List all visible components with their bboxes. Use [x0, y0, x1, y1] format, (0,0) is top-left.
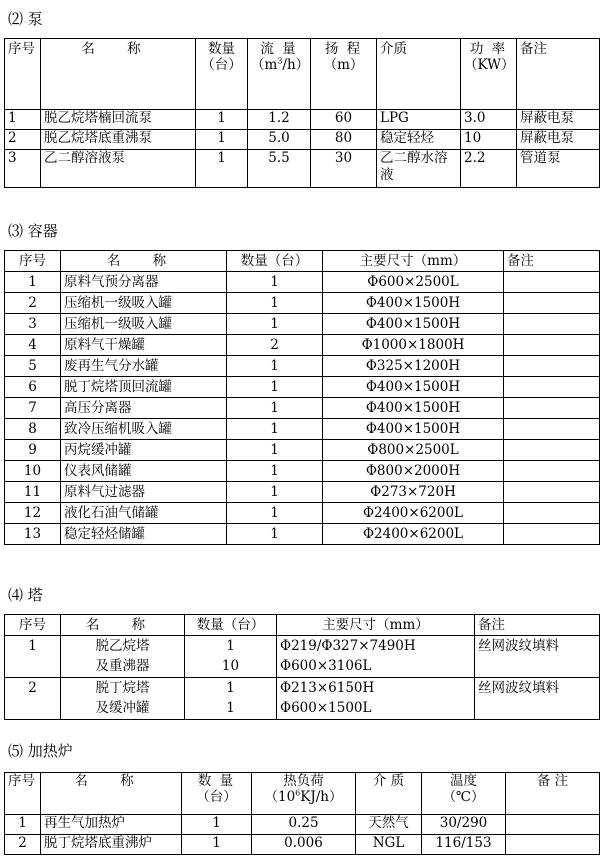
towers-table [4, 614, 600, 720]
table-row [5, 461, 600, 482]
vessels-cell-name: 稳定轻烃储罐 [61, 524, 227, 545]
vessels-cell-no: 10 [5, 461, 61, 482]
towers-header-size: 主要尺寸（mm） [277, 615, 475, 636]
heaters-header-temp-label: 温度 [450, 773, 477, 789]
vessels-cell-no: 9 [5, 440, 61, 461]
vessels-cell-size: Φ400×1500H [323, 293, 504, 314]
table-row [5, 503, 600, 524]
towers-cell-size [277, 636, 475, 678]
vessels-table [4, 250, 600, 545]
pumps-header-head [311, 39, 377, 110]
vessels-cell-remark [504, 503, 600, 524]
towers-cell-name-line1: 脱丁烷塔 [95, 680, 150, 696]
pumps-cell-power: 2.2 [461, 150, 517, 188]
heaters-cell-name: 再生气加热炉 [41, 815, 182, 835]
towers-header-qty: 数量（台） [185, 615, 277, 636]
pumps-header-flow-label: 流 量 [260, 41, 298, 57]
pumps-section-title: ⑵ 泵 [8, 10, 43, 28]
pumps-header-qty: 数量（台） [196, 39, 248, 110]
vessels-cell-no: 5 [5, 356, 61, 377]
vessels-cell-remark [504, 482, 600, 503]
vessels-cell-qty: 1 [227, 440, 323, 461]
vessels-cell-size: Φ2400×6200L [323, 524, 504, 545]
heaters-header-medium: 介 质 [356, 773, 422, 815]
vessels-cell-name: 原料气预分离器 [61, 272, 227, 293]
pumps-header-power [461, 39, 517, 110]
vessels-cell-no: 2 [5, 293, 61, 314]
pumps-header-row [5, 39, 600, 110]
vessels-cell-name: 压缩机一级吸入罐 [61, 314, 227, 335]
pumps-header-medium: 介质 [377, 39, 461, 110]
vessels-cell-size: Φ400×1500H [323, 419, 504, 440]
heaters-cell-duty: 0.006 [252, 835, 356, 855]
vessels-cell-qty: 1 [227, 272, 323, 293]
vessels-cell-qty: 1 [227, 377, 323, 398]
table-row [5, 524, 600, 545]
vessels-cell-size: Φ600×2500L [323, 272, 504, 293]
pumps-header-name: 名 称 [41, 39, 196, 110]
vessels-cell-remark [504, 356, 600, 377]
pumps-cell-name: 乙二醇溶液泵 [41, 150, 196, 188]
vessels-header-row [5, 251, 600, 272]
towers-cell-qty [185, 678, 277, 720]
heaters-header-temp-unit: （℃） [442, 789, 485, 805]
towers-header-no: 序号 [5, 615, 61, 636]
vessels-cell-no: 1 [5, 272, 61, 293]
vessels-cell-remark [504, 314, 600, 335]
heaters-cell-no: 2 [5, 835, 41, 855]
towers-cell-qty-line2: 10 [221, 658, 240, 674]
vessels-header-size: 主要尺寸（mm） [323, 251, 504, 272]
pumps-cell-qty: 1 [196, 150, 248, 188]
pumps-header-flow-unit [251, 56, 310, 73]
pumps-cell-medium: 稳定轻烃 [377, 130, 461, 150]
pumps-cell-medium: LPG [377, 110, 461, 130]
heaters-header-duty-unit [255, 789, 352, 805]
vessels-cell-qty: 1 [227, 314, 323, 335]
table-row [5, 482, 600, 503]
towers-cell-name-line1: 脱乙烷塔 [95, 638, 150, 654]
pumps-cell-flow: 5.0 [248, 130, 311, 150]
pumps-cell-power: 3.0 [461, 110, 517, 130]
vessels-cell-remark [504, 398, 600, 419]
heaters-header-duty-unit-post: KJ/h） [300, 789, 343, 805]
vessels-cell-no: 3 [5, 314, 61, 335]
heaters-header-duty [252, 773, 356, 815]
towers-cell-name [61, 636, 185, 678]
heaters-header-no: 序号 [5, 773, 41, 815]
pumps-header-no-text: 序号 [8, 41, 35, 57]
pumps-header-flow-unit-sup: 3 [277, 56, 283, 66]
vessels-cell-name: 致冷压缩机吸入罐 [61, 419, 227, 440]
pumps-cell-remark: 屏蔽电泵 [517, 130, 600, 150]
vessels-cell-remark [504, 524, 600, 545]
towers-cell-qty-line2: 1 [226, 700, 235, 716]
vessels-cell-qty: 1 [227, 503, 323, 524]
pumps-cell-flow: 5.5 [248, 150, 311, 188]
vessels-cell-no: 13 [5, 524, 61, 545]
vessels-header-no: 序号 [5, 251, 61, 272]
table-row [5, 419, 600, 440]
vessels-cell-no: 7 [5, 398, 61, 419]
towers-cell-qty [185, 636, 277, 678]
vessels-cell-qty: 1 [227, 356, 323, 377]
pumps-header-flow-unit-pre: （m [251, 57, 278, 73]
heaters-header-qty-label: 数 量 [197, 773, 236, 789]
pumps-header-flow [248, 39, 311, 110]
heaters-header-remark: 备 注 [506, 773, 600, 815]
vessels-cell-qty: 1 [227, 293, 323, 314]
heaters-cell-temp: 30/290 [422, 815, 506, 835]
table-row [5, 678, 600, 720]
heaters-cell-qty: 1 [182, 835, 252, 855]
vessels-cell-remark [504, 461, 600, 482]
vessels-cell-size: Φ400×1500H [323, 377, 504, 398]
pumps-cell-qty: 1 [196, 110, 248, 130]
pumps-cell-no: 2 [5, 130, 41, 150]
towers-cell-size-line1: Φ219/Φ327×7490H [280, 638, 416, 654]
pumps-cell-no: 3 [5, 150, 41, 188]
vessels-cell-no: 6 [5, 377, 61, 398]
table-row [5, 356, 600, 377]
pumps-cell-qty: 1 [196, 130, 248, 150]
vessels-cell-qty: 1 [227, 524, 323, 545]
pumps-cell-head: 80 [311, 130, 377, 150]
heaters-cell-duty: 0.25 [252, 815, 356, 835]
towers-cell-size-line2: Φ600×1500L [280, 700, 372, 716]
heaters-header-duty-unit-pre: （10 [264, 789, 296, 805]
vessels-cell-no: 12 [5, 503, 61, 524]
pumps-table [4, 38, 600, 188]
vessels-cell-size: Φ400×1500H [323, 314, 504, 335]
table-row [5, 440, 600, 461]
vessels-cell-size: Φ800×2500L [323, 440, 504, 461]
towers-header-row [5, 615, 600, 636]
table-row [5, 335, 600, 356]
vessels-cell-name: 原料气过滤器 [61, 482, 227, 503]
heaters-cell-remark [506, 815, 600, 835]
heaters-header-duty-label: 热负荷 [283, 773, 324, 789]
heaters-header-duty-unit-sup: 6 [295, 788, 301, 798]
towers-cell-name-line2: 及重沸器 [95, 658, 150, 674]
table-row [5, 377, 600, 398]
vessels-cell-name: 液化石油气储罐 [61, 503, 227, 524]
vessels-cell-name: 废再生气分水罐 [61, 356, 227, 377]
table-row [5, 398, 600, 419]
pumps-cell-head: 30 [311, 150, 377, 188]
vessels-cell-qty: 1 [227, 461, 323, 482]
heaters-header-qty [182, 773, 252, 815]
pumps-header-head-unit: （m） [323, 57, 364, 73]
towers-cell-no: 1 [5, 636, 61, 678]
towers-cell-name [61, 678, 185, 720]
towers-cell-remark: 丝网波纹填料 [475, 636, 600, 678]
table-row [5, 110, 600, 130]
table-row [5, 815, 600, 835]
vessels-cell-remark [504, 272, 600, 293]
vessels-cell-qty: 1 [227, 482, 323, 503]
heaters-cell-remark [506, 835, 600, 855]
pumps-cell-remark: 屏蔽电泵 [517, 110, 600, 130]
vessels-cell-remark [504, 440, 600, 461]
vessels-cell-name: 原料气干燥罐 [61, 335, 227, 356]
vessels-cell-name: 高压分离器 [61, 398, 227, 419]
pumps-cell-medium: 乙二醇水溶液 [377, 150, 461, 188]
pumps-header-power-label: 功 率 [469, 41, 508, 57]
table-row [5, 293, 600, 314]
vessels-cell-size: Φ1000×1800H [323, 335, 504, 356]
vessels-cell-qty: 1 [227, 398, 323, 419]
heaters-section-title: ⑸ 加热炉 [8, 742, 73, 760]
vessels-cell-size: Φ325×1200H [323, 356, 504, 377]
vessels-cell-qty: 2 [227, 335, 323, 356]
heaters-header-name: 名 称 [41, 773, 182, 815]
towers-cell-qty-line1: 1 [226, 638, 235, 654]
vessels-cell-remark [504, 293, 600, 314]
heaters-cell-medium: 天然气 [356, 815, 422, 835]
towers-cell-size-line1: Φ213×6150H [280, 680, 375, 696]
pumps-header-remark: 备注 [517, 39, 600, 110]
vessels-cell-remark [504, 377, 600, 398]
table-row [5, 272, 600, 293]
vessels-cell-size: Φ2400×6200L [323, 503, 504, 524]
vessels-cell-size: Φ273×720H [323, 482, 504, 503]
table-row [5, 150, 600, 188]
vessels-header-remark: 备注 [504, 251, 600, 272]
towers-cell-size-line2: Φ600×3106L [280, 658, 372, 674]
vessels-cell-size: Φ800×2000H [323, 461, 504, 482]
vessels-cell-name: 压缩机一级吸入罐 [61, 293, 227, 314]
heaters-cell-name: 脱丁烷塔底重沸炉 [41, 835, 182, 855]
heaters-header-temp [422, 773, 506, 815]
vessels-cell-size: Φ400×1500H [323, 398, 504, 419]
vessels-cell-no: 11 [5, 482, 61, 503]
pumps-cell-flow: 1.2 [248, 110, 311, 130]
pumps-cell-name: 脱乙烷塔楠回流泵 [41, 110, 196, 130]
heaters-header-row [5, 773, 600, 815]
pumps-cell-power: 10 [461, 130, 517, 150]
pumps-header-no [5, 39, 41, 110]
pumps-header-flow-unit-post: /h） [282, 57, 310, 73]
table-row [5, 130, 600, 150]
vessels-cell-remark [504, 419, 600, 440]
pumps-cell-no: 1 [5, 110, 41, 130]
towers-cell-size [277, 678, 475, 720]
heaters-cell-temp: 116/153 [422, 835, 506, 855]
vessels-cell-remark [504, 335, 600, 356]
heaters-cell-medium: NGL [356, 835, 422, 855]
vessels-section-title: ⑶ 容器 [8, 222, 58, 240]
vessels-cell-no: 4 [5, 335, 61, 356]
table-row [5, 835, 600, 855]
heaters-cell-no: 1 [5, 815, 41, 835]
vessels-cell-qty: 1 [227, 419, 323, 440]
pumps-header-head-label: 扬 程 [324, 41, 363, 57]
towers-header-remark: 备注 [475, 615, 600, 636]
heaters-table [4, 772, 600, 855]
towers-header-name: 名 称 [61, 615, 185, 636]
vessels-cell-name: 仪表风储罐 [61, 461, 227, 482]
towers-cell-name-line2: 及缓冲罐 [95, 700, 150, 716]
vessels-cell-no: 8 [5, 419, 61, 440]
heaters-cell-qty: 1 [182, 815, 252, 835]
heaters-header-qty-unit: （台） [196, 789, 237, 805]
pumps-cell-head: 60 [311, 110, 377, 130]
towers-cell-qty-line1: 1 [226, 680, 235, 696]
vessels-cell-name: 丙烷缓冲罐 [61, 440, 227, 461]
towers-cell-remark: 丝网波纹填料 [475, 678, 600, 720]
pumps-cell-remark: 管道泵 [517, 150, 600, 188]
table-row [5, 314, 600, 335]
pumps-cell-name: 脱乙烷塔底重沸泵 [41, 130, 196, 150]
vessels-cell-name: 脱丁烷塔顶回流罐 [61, 377, 227, 398]
vessels-header-qty: 数量（台） [227, 251, 323, 272]
pumps-header-power-unit: （KW） [464, 57, 515, 73]
towers-cell-no: 2 [5, 678, 61, 720]
table-row [5, 636, 600, 678]
vessels-header-name: 名 称 [61, 251, 227, 272]
towers-section-title: ⑷ 塔 [8, 586, 43, 604]
